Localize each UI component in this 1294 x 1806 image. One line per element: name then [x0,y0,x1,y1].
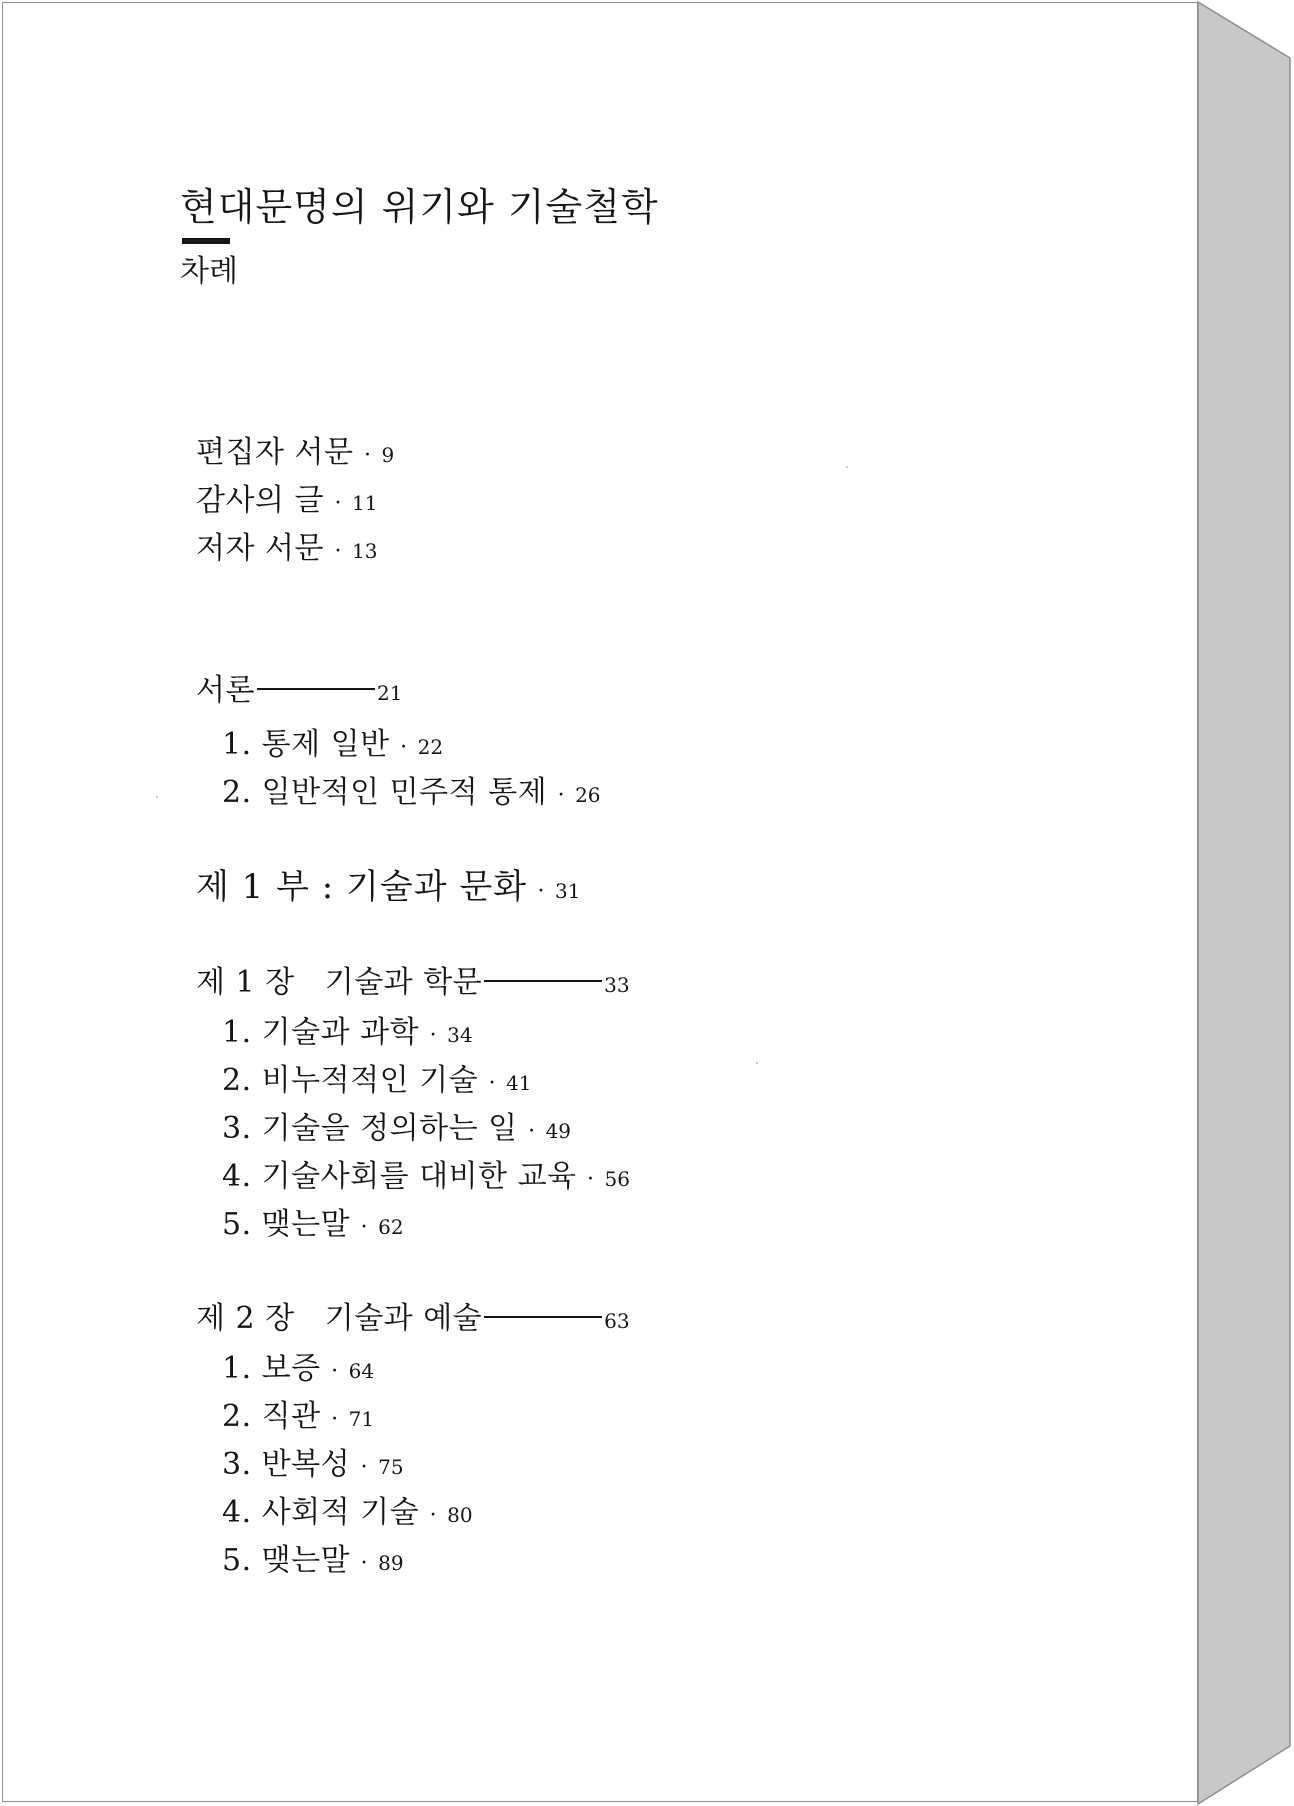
middle-dot: · [360,1215,368,1240]
toc-page-number: 63 [604,1309,630,1333]
toc-entry[interactable] [222,1062,532,1103]
middle-dot: · [429,1023,437,1048]
toc-page-number: 22 [417,735,444,759]
toc-entry-title: 4. 기술사회를 대비한 교육 [222,1159,577,1194]
book-title: 현대문명의 위기와 기술철학 [180,185,659,229]
title-rule [182,238,230,244]
toc-page-number: 89 [378,1551,404,1575]
toc-page-number: 56 [604,1167,630,1191]
toc-entry[interactable] [222,1158,630,1199]
middle-dot: · [334,491,342,516]
toc-entry-front-matter[interactable] [196,530,377,571]
toc-entry-title: 3. 반복성 [222,1447,351,1482]
toc-entry[interactable] [222,1446,404,1487]
toc-entry-title: 1. 기술과 과학 [222,1015,420,1050]
middle-dot: · [488,1071,496,1096]
toc-page-number: 49 [545,1119,572,1143]
toc-heading: 차례 [180,254,238,289]
toc-entry-title: 2. 직관 [222,1399,321,1434]
toc-page-number: 31 [555,879,581,903]
toc-chapter-1[interactable] [196,964,630,1004]
toc-entry-title: 1. 보증 [222,1351,321,1386]
toc-entry[interactable] [222,1398,374,1439]
toc-chapter-title: 제 2 장 기술과 예술 [196,1301,483,1336]
toc-entry[interactable] [222,1350,374,1391]
toc-entry-title: 1. 통제 일반 [222,727,390,762]
toc-entry[interactable] [222,774,601,815]
middle-dot: · [360,1455,368,1480]
middle-dot: · [537,879,545,904]
toc-entry-title: 저자 서문 [196,531,324,566]
toc-entry-title: 3. 기술을 정의하는 일 [222,1111,518,1146]
toc-page-number: 26 [575,783,601,807]
scan-speck [846,466,848,468]
middle-dot: · [363,443,371,468]
toc-page-number: 75 [378,1455,404,1479]
toc-entry[interactable] [222,1014,473,1055]
middle-dot: · [334,539,342,564]
toc-page-number: 41 [506,1071,532,1095]
leader-rule [484,1316,602,1318]
toc-entry-title: 편집자 서문 [196,435,354,470]
toc-chapter-2[interactable] [196,1300,630,1340]
toc-entry-title: 5. 맺는말 [222,1543,351,1578]
toc-section-introduction[interactable] [196,672,402,712]
toc-page-number: 21 [376,681,403,705]
toc-page-number: 80 [447,1503,473,1527]
middle-dot: · [360,1551,368,1576]
middle-dot: · [429,1503,437,1528]
toc-entry[interactable] [222,726,443,767]
toc-entry-title: 5. 맺는말 [222,1207,351,1242]
toc-entry[interactable] [222,1206,404,1247]
leader-rule [257,688,375,690]
toc-entry-title: 2. 비누적적인 기술 [222,1063,479,1098]
toc-entry-title: 2. 일반적인 민주적 통제 [222,775,548,810]
scan-speck [156,796,158,798]
toc-entry-title: 4. 사회적 기술 [222,1495,420,1530]
toc-part-title: 제 1 부 : 기술과 문화 [196,867,528,907]
leader-rule [484,980,602,982]
middle-dot: · [557,783,565,808]
toc-entry-front-matter[interactable] [196,482,377,523]
toc-page-number: 9 [381,443,395,467]
toc-entry-title: 감사의 글 [196,483,324,518]
toc-page-number: 64 [348,1359,375,1383]
middle-dot: · [528,1119,536,1144]
toc-entry-front-matter[interactable] [196,434,394,475]
middle-dot: · [400,735,408,760]
middle-dot: · [587,1167,595,1192]
toc-page-number: 11 [351,491,378,515]
scan-speck [756,1062,758,1064]
page-edge-side [1198,2,1290,1804]
toc-page-number: 71 [348,1407,375,1431]
middle-dot: · [331,1359,339,1384]
toc-entry[interactable] [222,1110,571,1151]
toc-part-1[interactable] [196,868,581,911]
middle-dot: · [331,1407,339,1432]
toc-entry[interactable] [222,1542,404,1583]
toc-chapter-title: 제 1 장 기술과 학문 [196,965,483,1000]
toc-page-number: 62 [378,1215,404,1239]
toc-page-number: 33 [604,973,630,997]
toc-entry[interactable] [222,1494,473,1535]
toc-page-number: 13 [351,539,378,563]
toc-page-number: 34 [447,1023,473,1047]
toc-section-title: 서론 [196,673,255,708]
